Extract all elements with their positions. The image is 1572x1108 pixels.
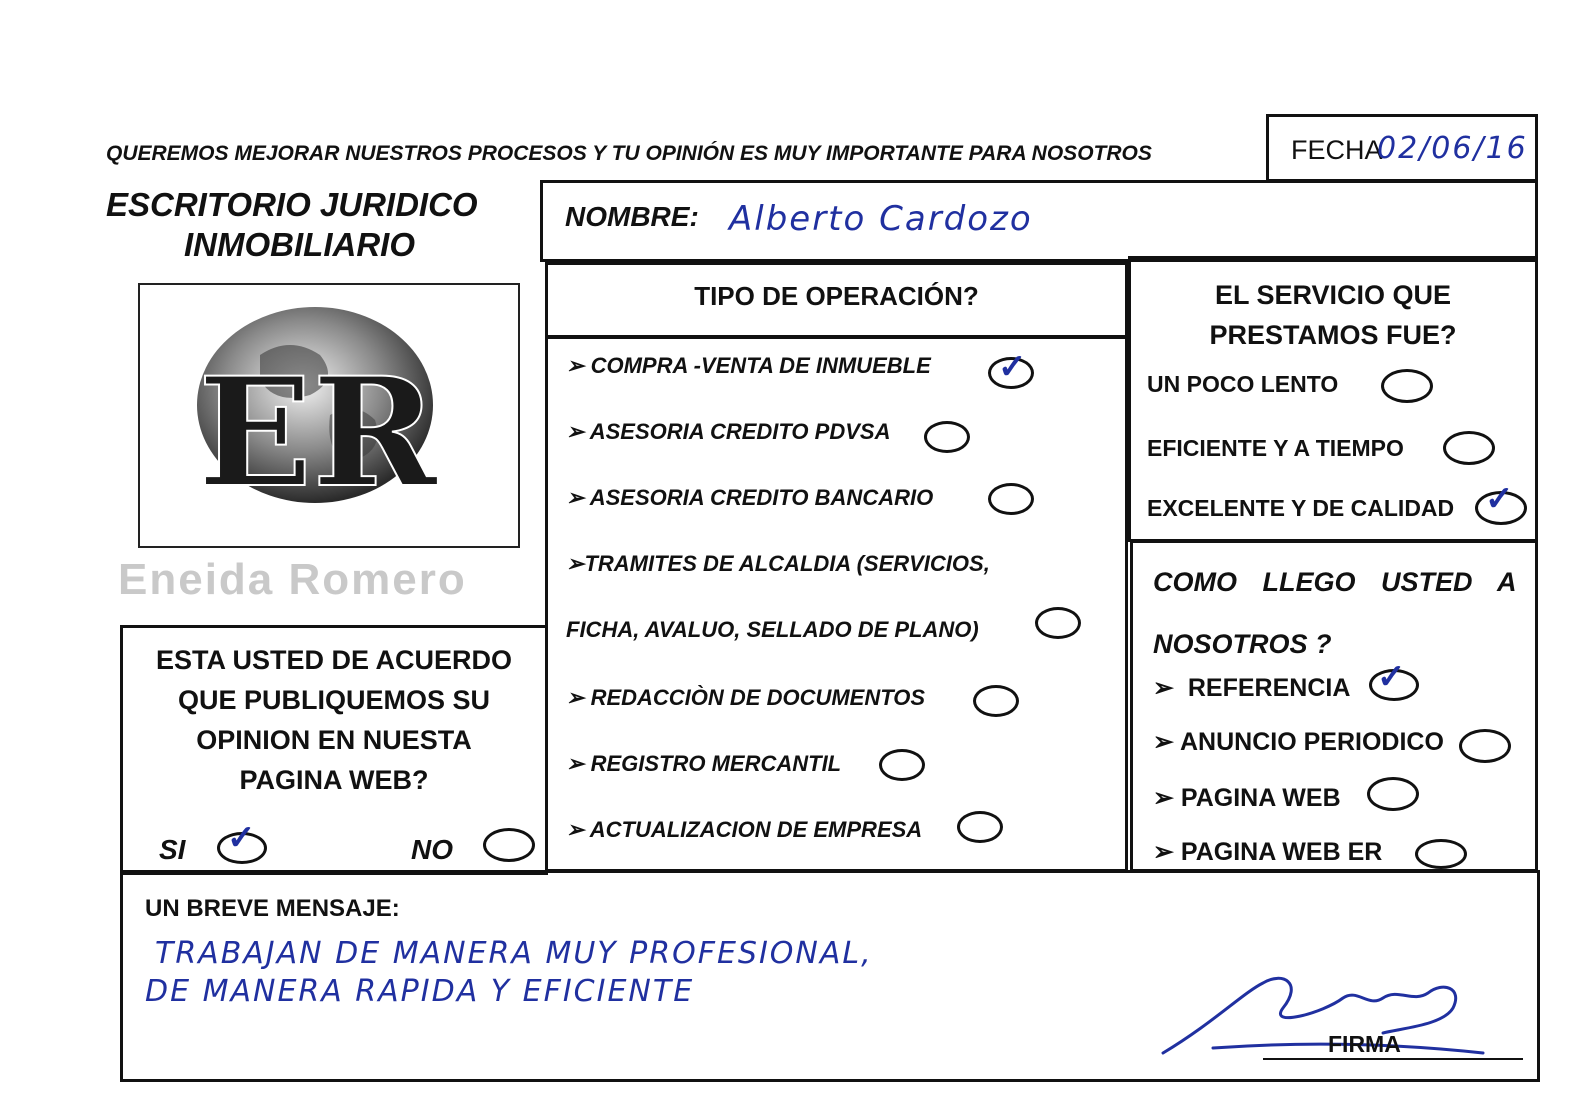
option-referencia: ➢ REFERENCIA xyxy=(1153,674,1351,702)
signature-icon xyxy=(1153,953,1493,1063)
option-tramites-alcaldia-cont: FICHA, AVALUO, SELLADO DE PLANO) xyxy=(566,617,979,642)
si-label: SI xyxy=(159,834,186,865)
option-registro-mercantil: ➢ REGISTRO MERCANTIL xyxy=(566,751,842,776)
checkbox-credito-bancario[interactable] xyxy=(988,483,1034,515)
option-credito-pdvsa: ➢ ASESORIA CREDITO PDVSA xyxy=(566,419,891,444)
option-eficiente: EFICIENTE Y A TIEMPO xyxy=(1147,435,1404,461)
brand-name: Eneida Romero xyxy=(118,555,467,604)
tipo-operacion-options xyxy=(545,336,1128,872)
arrow-icon: ➢ xyxy=(566,485,585,510)
fecha-value[interactable]: 02/06/16 xyxy=(1377,131,1528,166)
como-llego-title: COMO LLEGO USTED A NOSOTROS ? xyxy=(1153,567,1517,659)
option-credito-bancario: ➢ ASESORIA CREDITO BANCARIO xyxy=(566,485,934,510)
checkbox-credito-pdvsa[interactable] xyxy=(924,421,970,453)
option-redaccion-documentos: ➢ REDACCIÒN DE DOCUMENTOS xyxy=(566,685,926,710)
mensaje-label: UN BREVE MENSAJE: xyxy=(145,895,400,922)
nombre-input[interactable]: Alberto Cardozo xyxy=(729,199,1033,239)
checkbox-tramites-alcaldia[interactable] xyxy=(1035,607,1081,639)
option-anuncio-periodico: ➢ ANUNCIO PERIODICO xyxy=(1153,728,1444,756)
logo-letters: ER xyxy=(198,345,437,521)
arrow-icon: ➢ xyxy=(1153,674,1174,702)
servicio-title: EL SERVICIO QUE PRESTAMOS FUE? xyxy=(1209,280,1457,350)
checkbox-pagina-web-er[interactable] xyxy=(1415,839,1467,869)
arrow-icon: ➢ xyxy=(566,353,585,378)
check-mark-icon: ✓ xyxy=(1485,480,1514,518)
acuerdo-title: ESTA USTED DE ACUERDO QUE PUBLIQUEMOS SU OPINION EN NUESTA PAGINA WEB? xyxy=(155,645,513,795)
firm-name xyxy=(106,185,536,265)
checkbox-no[interactable] xyxy=(483,828,535,862)
check-mark-icon: ✓ xyxy=(998,348,1027,386)
arrow-icon: ➢ xyxy=(1153,838,1174,866)
nombre-label: NOMBRE: xyxy=(565,201,699,232)
arrow-icon: ➢ xyxy=(566,685,585,710)
firma-label: FIRMA xyxy=(1328,1031,1401,1057)
checkbox-redaccion-documentos[interactable] xyxy=(973,685,1019,717)
arrow-icon: ➢ xyxy=(1153,728,1174,756)
option-pagina-web-er: ➢ PAGINA WEB ER xyxy=(1153,838,1383,866)
checkbox-pagina-web[interactable] xyxy=(1367,777,1419,811)
option-poco-lento: UN POCO LENTO xyxy=(1147,371,1339,397)
arrow-icon: ➢ xyxy=(566,419,585,444)
fecha-box xyxy=(1266,114,1538,182)
servicio-box xyxy=(1128,256,1538,542)
mensaje-textarea[interactable]: TRABAJAN DE MANERA MUY PROFESIONAL, DE MANERA RAPIDA Y EFICIENTE xyxy=(145,936,873,1009)
check-mark-icon: ✓ xyxy=(1377,658,1406,696)
checkbox-eficiente[interactable] xyxy=(1443,431,1495,465)
checkbox-anuncio-periodico[interactable] xyxy=(1459,729,1511,763)
option-excelente: EXCELENTE Y DE CALIDAD xyxy=(1147,495,1455,521)
option-actualizacion-empresa: ➢ ACTUALIZACION DE EMPRESA xyxy=(566,817,923,842)
firma-line xyxy=(1263,1058,1523,1060)
arrow-icon: ➢ xyxy=(566,551,585,576)
no-label: NO xyxy=(411,834,453,865)
checkbox-registro-mercantil[interactable] xyxy=(879,749,925,781)
firm-name-line1: ESCRITORIO JURIDICO xyxy=(106,186,478,223)
arrow-icon: ➢ xyxy=(1153,784,1174,812)
acuerdo-box xyxy=(120,625,548,875)
nombre-box xyxy=(540,180,1538,262)
check-mark-icon: ✓ xyxy=(227,819,256,857)
tipo-operacion-title: TIPO DE OPERACIÓN? xyxy=(694,281,979,311)
como-llego-box xyxy=(1130,540,1538,872)
tipo-operacion-header xyxy=(545,262,1128,338)
option-tramites-alcaldia: ➢TRAMITES DE ALCALDIA (SERVICIOS, xyxy=(566,551,990,576)
arrow-icon: ➢ xyxy=(566,751,585,776)
firm-name-line2: INMOBILIARIO xyxy=(184,226,415,263)
firm-logo xyxy=(138,283,520,548)
fecha-label: FECHA xyxy=(1291,135,1383,165)
mensaje-box xyxy=(120,870,1540,1082)
option-pagina-web: ➢ PAGINA WEB xyxy=(1153,784,1341,812)
checkbox-actualizacion-empresa[interactable] xyxy=(957,811,1003,843)
option-compra-venta: ➢ COMPRA -VENTA DE INMUEBLE xyxy=(566,353,931,378)
checkbox-poco-lento[interactable] xyxy=(1381,369,1433,403)
survey-header-text: QUEREMOS MEJORAR NUESTROS PROCESOS Y TU OPINIÓN ES MUY IMPORTANTE PARA NOSOTROS xyxy=(106,142,1152,165)
globe-logo-icon xyxy=(140,285,518,546)
arrow-icon: ➢ xyxy=(566,817,585,842)
